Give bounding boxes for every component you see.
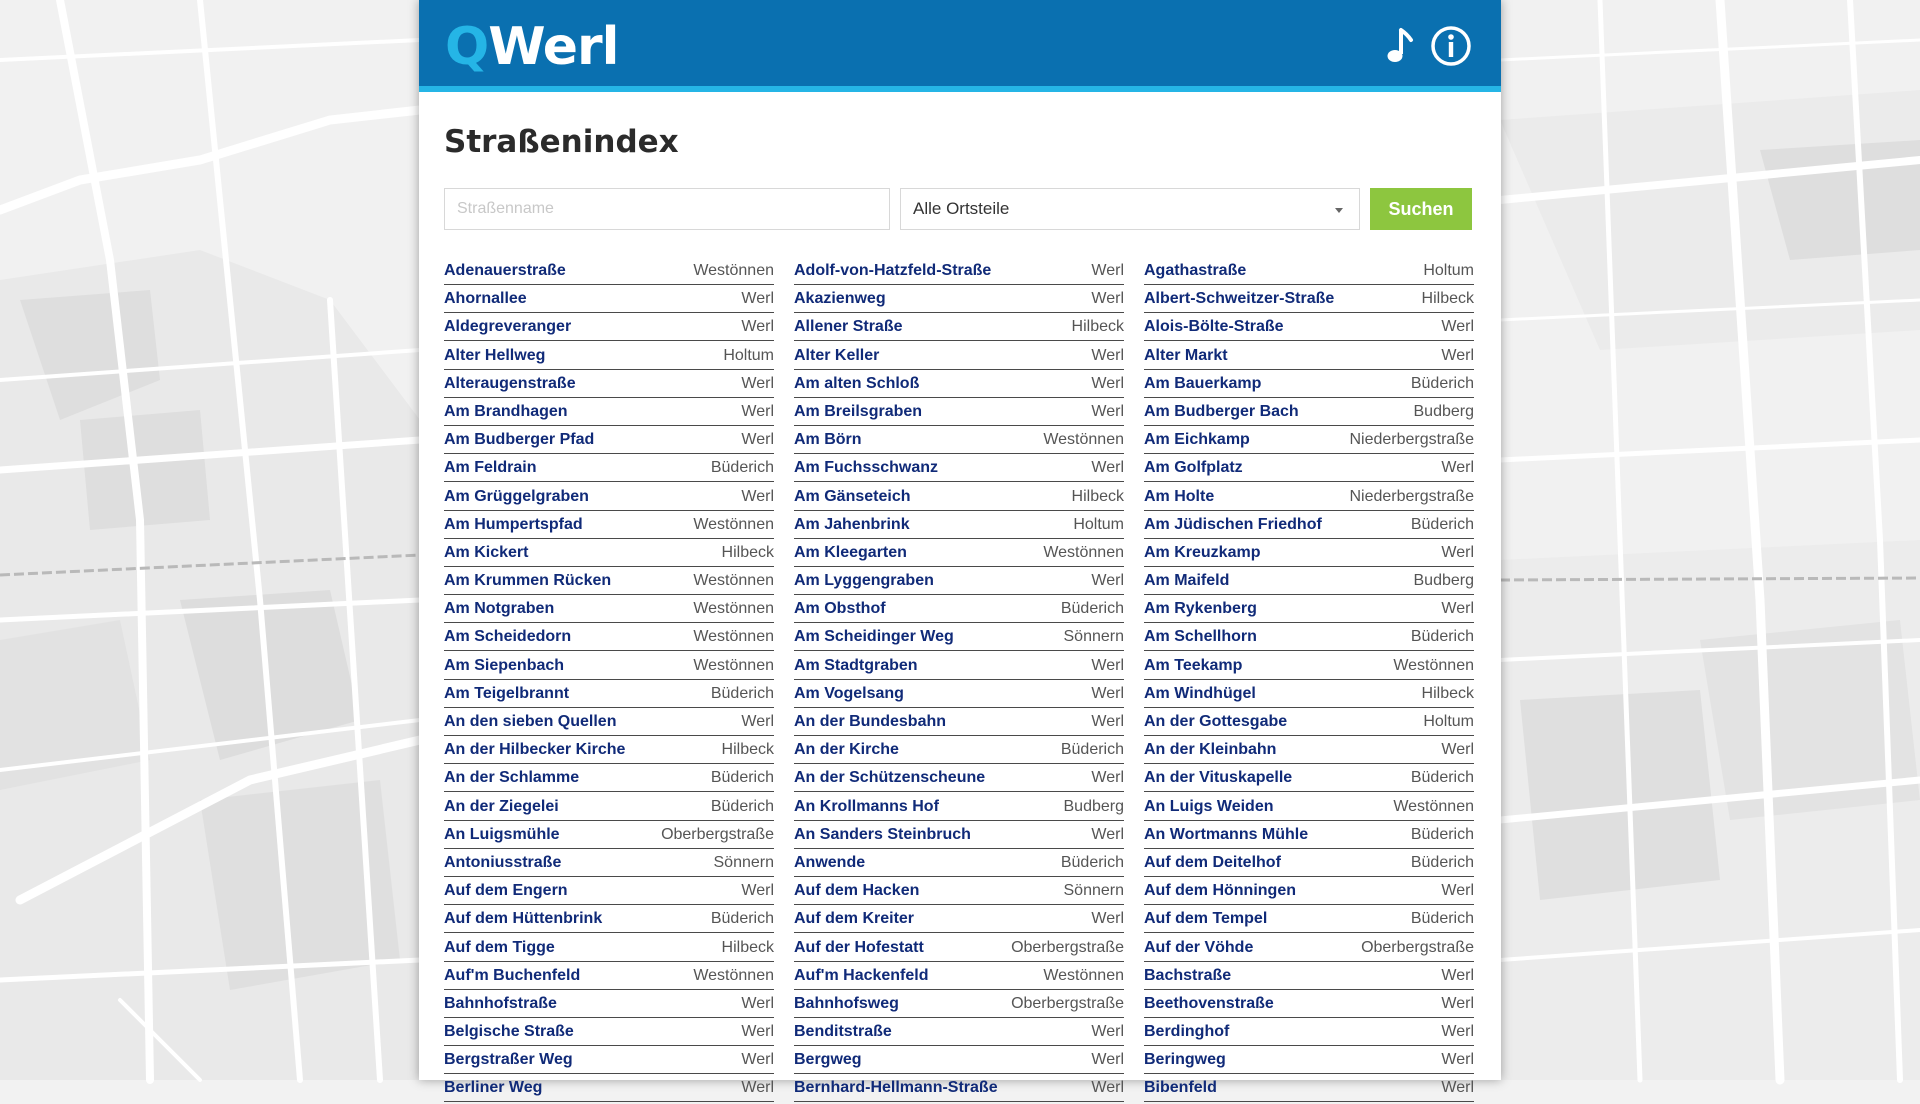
- street-link[interactable]: Auf der Vöhde: [1144, 938, 1254, 956]
- street-district: Westönnen: [1043, 543, 1124, 561]
- street-district: Westönnen: [693, 628, 774, 646]
- street-link[interactable]: Am Teigelbrannt: [444, 684, 570, 702]
- street-search-input[interactable]: [444, 188, 890, 230]
- street-link[interactable]: Alter Markt: [1144, 346, 1228, 364]
- street-row: [1144, 512, 1474, 539]
- street-row: [1144, 765, 1474, 792]
- street-link[interactable]: Am Budberger Pfad: [444, 431, 595, 449]
- street-row: [1144, 427, 1474, 454]
- street-district: Werl: [1091, 713, 1124, 730]
- street-district: Büderich: [1060, 741, 1124, 759]
- street-link[interactable]: Auf dem Deitelhof: [1144, 853, 1281, 871]
- street-district: Werl: [1091, 572, 1124, 590]
- street-district: Büderich: [1410, 910, 1474, 928]
- street-row: [444, 314, 774, 341]
- street-row: [444, 399, 774, 426]
- street-row: [444, 1075, 774, 1102]
- street-link[interactable]: Adolf-von-Hatzfeld-Straße: [794, 262, 992, 279]
- street-district: Werl: [1091, 769, 1124, 787]
- street-link[interactable]: Bahnhofstraße: [444, 994, 557, 1012]
- street-row: [794, 540, 1124, 567]
- street-row: [1144, 1019, 1474, 1046]
- street-link[interactable]: Bergweg: [794, 1051, 862, 1069]
- street-district: Niederbergstraße: [1349, 431, 1474, 449]
- street-row: [1144, 935, 1474, 962]
- street-row: [444, 794, 774, 821]
- street-row: [1144, 258, 1474, 285]
- street-district: Westönnen: [1393, 656, 1474, 674]
- street-district: Budberg: [1063, 797, 1124, 815]
- info-circle-icon[interactable]: [1429, 24, 1473, 68]
- street-district: Budberg: [1413, 402, 1474, 420]
- street-district: Büderich: [710, 684, 774, 702]
- street-district: Büderich: [1410, 825, 1474, 843]
- street-district: Büderich: [1410, 628, 1474, 646]
- street-link[interactable]: Albert-Schweitzer-Straße: [1144, 290, 1335, 308]
- street-row: [1144, 540, 1474, 567]
- street-row: [1144, 737, 1474, 764]
- street-link[interactable]: An der Hilbecker Kirche: [444, 741, 626, 759]
- street-district: Werl: [1441, 600, 1474, 618]
- street-row: [794, 314, 1124, 341]
- street-link[interactable]: Am Krummen Rücken: [444, 572, 612, 590]
- street-row: [794, 991, 1124, 1018]
- street-district: Büderich: [1410, 374, 1474, 392]
- street-link[interactable]: Am Fuchsschwanz: [794, 459, 939, 477]
- street-district: Werl: [741, 1051, 774, 1069]
- street-district: Werl: [741, 402, 774, 420]
- street-row: [794, 822, 1124, 849]
- street-link[interactable]: Am Humpertspfad: [444, 515, 583, 533]
- street-row: [1144, 878, 1474, 905]
- street-district: Werl: [1091, 402, 1124, 420]
- street-row: [1144, 568, 1474, 595]
- street-row: [444, 624, 774, 651]
- street-link[interactable]: Am Kleegarten: [794, 543, 907, 561]
- street-row: [1144, 596, 1474, 623]
- street-row: [444, 935, 774, 962]
- street-row: [444, 512, 774, 539]
- street-row: [444, 286, 774, 313]
- street-district: Büderich: [1410, 515, 1474, 533]
- street-link[interactable]: Berliner Weg: [444, 1079, 543, 1097]
- street-row: [1144, 681, 1474, 708]
- street-row: [794, 765, 1124, 792]
- street-link[interactable]: Beethovenstraße: [1144, 994, 1274, 1012]
- street-row: [444, 906, 774, 933]
- street-district: Hilbeck: [1071, 487, 1124, 505]
- street-row: [1144, 455, 1474, 482]
- street-link[interactable]: Am Grüggelgraben: [444, 487, 589, 505]
- street-row: [1144, 850, 1474, 877]
- street-link[interactable]: Am Kickert: [444, 543, 529, 561]
- street-link[interactable]: Am Budberger Bach: [1144, 402, 1299, 420]
- street-link[interactable]: Auf dem Kreiter: [794, 910, 915, 928]
- street-district: Holtum: [723, 346, 774, 364]
- street-link[interactable]: Beringweg: [1144, 1051, 1226, 1069]
- street-row: [1144, 624, 1474, 651]
- street-district: Büderich: [710, 769, 774, 787]
- street-link[interactable]: Am Gänseteich: [794, 487, 911, 505]
- street-district: Werl: [741, 487, 774, 505]
- street-district: Werl: [1441, 1051, 1474, 1069]
- header: [419, 0, 1501, 92]
- street-row: [1144, 399, 1474, 426]
- street-link[interactable]: An der Kirche: [794, 741, 899, 759]
- street-row: [794, 1075, 1124, 1102]
- street-district: Werl: [1441, 1023, 1474, 1041]
- street-list: [444, 258, 1476, 1104]
- street-district: Werl: [741, 882, 774, 900]
- street-row: [444, 850, 774, 877]
- street-district: Werl: [1091, 459, 1124, 477]
- street-link[interactable]: Akazienweg: [794, 290, 886, 308]
- street-district: Büderich: [710, 910, 774, 928]
- street-district: Hilbeck: [721, 938, 774, 956]
- street-district: Sönnern: [1063, 882, 1124, 900]
- logo[interactable]: [445, 15, 618, 79]
- street-district: Werl: [1441, 318, 1474, 336]
- street-row: [1144, 822, 1474, 849]
- street-row: [794, 794, 1124, 821]
- street-row: [794, 681, 1124, 708]
- street-link[interactable]: An der Vituskapelle: [1144, 769, 1293, 787]
- street-district: Werl: [741, 1079, 774, 1097]
- street-district: Westönnen: [693, 656, 774, 674]
- logo-text: Werl: [488, 17, 619, 77]
- street-link[interactable]: Adenauerstraße: [444, 262, 566, 279]
- street-row: [794, 624, 1124, 651]
- street-link[interactable]: Antoniusstraße: [444, 853, 562, 871]
- street-row: [444, 653, 774, 680]
- street-link[interactable]: Am Feldrain: [444, 459, 537, 477]
- street-row: [1144, 371, 1474, 398]
- street-row: [794, 371, 1124, 398]
- street-row: [444, 1047, 774, 1074]
- music-note-icon[interactable]: [1377, 24, 1421, 68]
- street-district: Westönnen: [693, 515, 774, 533]
- street-link[interactable]: Am Notgraben: [444, 600, 555, 618]
- street-row: [444, 737, 774, 764]
- street-row: [444, 681, 774, 708]
- street-district: Werl: [1441, 882, 1474, 900]
- street-link[interactable]: Am alten Schloß: [794, 374, 920, 392]
- street-district: Büderich: [1060, 853, 1124, 871]
- street-district: Oberbergstraße: [1011, 938, 1124, 956]
- street-link[interactable]: Am Obsthof: [794, 600, 886, 618]
- street-district: Hilbeck: [721, 543, 774, 561]
- street-link[interactable]: Am Maifeld: [1144, 572, 1230, 590]
- street-row: [794, 1047, 1124, 1074]
- content: [419, 122, 1501, 1104]
- street-district: Werl: [741, 374, 774, 392]
- street-link[interactable]: Am Holte: [1144, 487, 1215, 505]
- street-district: Werl: [1441, 966, 1474, 984]
- street-row: [794, 653, 1124, 680]
- street-row: [794, 878, 1124, 905]
- street-district: Büderich: [1060, 600, 1124, 618]
- street-link[interactable]: An Sanders Steinbruch: [794, 825, 971, 843]
- street-row: [444, 343, 774, 370]
- street-link[interactable]: An Wortmanns Mühle: [1144, 825, 1309, 843]
- street-district: Werl: [1091, 290, 1124, 308]
- street-link[interactable]: An der Ziegelei: [444, 797, 559, 815]
- street-district: Werl: [1441, 543, 1474, 561]
- street-row: [794, 850, 1124, 877]
- street-district: Hilbeck: [1421, 684, 1474, 702]
- street-district: Westönnen: [1393, 797, 1474, 815]
- street-link[interactable]: Am Jüdischen Friedhof: [1144, 515, 1322, 533]
- street-row: [444, 1019, 774, 1046]
- street-district: Werl: [1441, 741, 1474, 759]
- street-district: Werl: [1091, 1079, 1124, 1097]
- street-row: [444, 484, 774, 511]
- street-row: [794, 258, 1124, 285]
- street-link[interactable]: Alois-Bölte-Straße: [1144, 318, 1284, 336]
- street-row: [794, 512, 1124, 539]
- street-row: [1144, 709, 1474, 736]
- street-district: Werl: [741, 318, 774, 336]
- street-row: [794, 455, 1124, 482]
- street-link[interactable]: Agathastraße: [1144, 262, 1247, 279]
- street-row: [794, 906, 1124, 933]
- street-district: Westönnen: [693, 600, 774, 618]
- street-link[interactable]: Auf'm Hackenfeld: [794, 966, 929, 984]
- street-link[interactable]: Auf dem Hacken: [794, 882, 920, 900]
- street-link[interactable]: Belgische Straße: [444, 1023, 574, 1041]
- street-row: [794, 399, 1124, 426]
- street-row: [444, 427, 774, 454]
- street-link[interactable]: Am Eichkamp: [1144, 431, 1250, 449]
- street-district: Werl: [1091, 1051, 1124, 1069]
- street-district: Hilbeck: [1071, 318, 1124, 336]
- street-link[interactable]: Bachstraße: [1144, 966, 1232, 984]
- street-link[interactable]: Auf dem Engern: [444, 882, 568, 900]
- street-link[interactable]: Am Lyggengraben: [794, 572, 934, 590]
- street-district: Werl: [1091, 1023, 1124, 1041]
- street-link[interactable]: Am Windhügel: [1144, 684, 1256, 702]
- street-link[interactable]: Bibenfeld: [1144, 1079, 1217, 1097]
- street-district: Oberbergstraße: [1011, 994, 1124, 1012]
- street-link[interactable]: An Luigsmühle: [444, 825, 560, 843]
- street-district: Holtum: [1423, 713, 1474, 730]
- street-row: [794, 484, 1124, 511]
- search-button[interactable]: Suchen: [1370, 188, 1472, 230]
- street-district: Oberbergstraße: [661, 825, 774, 843]
- street-district: Hilbeck: [721, 741, 774, 759]
- street-link[interactable]: Auf dem Hüttenbrink: [444, 910, 603, 928]
- street-district: Holtum: [1073, 515, 1124, 533]
- street-row: [444, 878, 774, 905]
- street-link[interactable]: Bahnhofsweg: [794, 994, 899, 1012]
- street-row: [794, 709, 1124, 736]
- street-link[interactable]: Am Schellhorn: [1144, 628, 1257, 646]
- street-link[interactable]: Auf dem Tempel: [1144, 910, 1268, 928]
- street-link[interactable]: Am Golfplatz: [1144, 459, 1243, 477]
- street-link[interactable]: Ahornallee: [444, 290, 527, 308]
- street-district: Niederbergstraße: [1349, 487, 1474, 505]
- street-link[interactable]: Auf dem Hönningen: [1144, 882, 1296, 900]
- search-row: [444, 188, 1476, 232]
- street-link[interactable]: Am Teekamp: [1144, 656, 1243, 674]
- street-row: [1144, 1075, 1474, 1102]
- street-district: Werl: [1441, 994, 1474, 1012]
- street-district: Werl: [741, 713, 774, 730]
- street-district: Werl: [1441, 1079, 1474, 1097]
- street-district: Werl: [741, 994, 774, 1012]
- street-district: Büderich: [1410, 853, 1474, 871]
- street-link[interactable]: Alter Hellweg: [444, 346, 546, 364]
- street-link[interactable]: Am Siepenbach: [444, 656, 565, 674]
- street-district: Werl: [741, 290, 774, 308]
- street-district: Hilbeck: [1421, 290, 1474, 308]
- street-link[interactable]: An der Schützenscheune: [794, 769, 986, 787]
- street-link[interactable]: Allener Straße: [794, 318, 903, 336]
- street-row: [794, 935, 1124, 962]
- street-link[interactable]: Alter Keller: [794, 346, 880, 364]
- street-row: [794, 568, 1124, 595]
- page-title: Straßenindex: [444, 124, 679, 160]
- street-row: [1144, 343, 1474, 370]
- street-row: [444, 709, 774, 736]
- street-district: Sönnern: [1063, 628, 1124, 646]
- street-link[interactable]: An Luigs Weiden: [1144, 797, 1274, 815]
- street-row: [1144, 286, 1474, 313]
- street-row: [1144, 653, 1474, 680]
- street-link[interactable]: Auf'm Buchenfeld: [444, 966, 581, 984]
- street-district: Westönnen: [693, 966, 774, 984]
- street-row: [444, 371, 774, 398]
- street-link[interactable]: Anwende: [794, 853, 866, 871]
- street-row: [444, 963, 774, 990]
- street-district: Westönnen: [1043, 431, 1124, 449]
- street-district: Oberbergstraße: [1361, 938, 1474, 956]
- street-row: [794, 427, 1124, 454]
- street-district: Werl: [1441, 346, 1474, 364]
- street-district: Werl: [741, 1023, 774, 1041]
- street-link[interactable]: Am Scheidinger Weg: [794, 628, 954, 646]
- street-district: Werl: [1091, 262, 1124, 279]
- street-row: [1144, 314, 1474, 341]
- street-district: Büderich: [710, 459, 774, 477]
- street-district: Werl: [1091, 684, 1124, 702]
- street-link[interactable]: Am Börn: [794, 431, 862, 449]
- street-link[interactable]: Bernhard-Hellmann-Straße: [794, 1079, 998, 1097]
- street-row: [444, 455, 774, 482]
- street-link[interactable]: Am Scheidedorn: [444, 628, 572, 646]
- street-row: [444, 568, 774, 595]
- street-link[interactable]: An den sieben Quellen: [444, 713, 617, 730]
- street-link[interactable]: An der Kleinbahn: [1144, 741, 1277, 759]
- street-district: Westönnen: [693, 572, 774, 590]
- street-district: Werl: [1091, 825, 1124, 843]
- street-link[interactable]: Am Vogelsang: [794, 684, 904, 702]
- street-link[interactable]: Am Stadtgraben: [794, 656, 918, 674]
- street-row: [444, 765, 774, 792]
- street-row: [794, 286, 1124, 313]
- street-district: Werl: [1091, 346, 1124, 364]
- street-link[interactable]: Am Rykenberg: [1144, 600, 1257, 618]
- street-district: Werl: [1441, 459, 1474, 477]
- street-link[interactable]: Bergstraßer Weg: [444, 1051, 573, 1069]
- street-district: Westönnen: [693, 262, 774, 279]
- street-row: [444, 596, 774, 623]
- street-district: Werl: [741, 431, 774, 449]
- district-select-value: Alle Ortsteile: [913, 199, 1010, 218]
- logo-q: Q: [445, 17, 489, 77]
- street-row: [1144, 906, 1474, 933]
- street-row: [1144, 1047, 1474, 1074]
- street-district: Budberg: [1413, 572, 1474, 590]
- street-district: Büderich: [710, 797, 774, 815]
- street-row: [1144, 991, 1474, 1018]
- street-link[interactable]: Berdinghof: [1144, 1023, 1230, 1041]
- street-row: [794, 596, 1124, 623]
- street-index-panel: [419, 0, 1501, 1097]
- street-row: [794, 963, 1124, 990]
- street-link[interactable]: Am Kreuzkamp: [1144, 543, 1261, 561]
- street-district: Westönnen: [1043, 966, 1124, 984]
- street-row: [1144, 794, 1474, 821]
- street-district: Werl: [1091, 910, 1124, 928]
- street-district: Werl: [1091, 374, 1124, 392]
- street-link[interactable]: An der Bundesbahn: [794, 713, 947, 730]
- street-district: Sönnern: [713, 853, 774, 871]
- street-link[interactable]: Auf dem Tigge: [444, 938, 555, 956]
- street-link[interactable]: Alteraugenstraße: [444, 374, 576, 392]
- street-link[interactable]: An Krollmanns Hof: [794, 797, 939, 815]
- street-link[interactable]: Aldegreveranger: [444, 318, 572, 336]
- street-row: [444, 258, 774, 285]
- street-row: [444, 822, 774, 849]
- street-link[interactable]: An der Gottesgabe: [1144, 713, 1288, 730]
- street-row: [794, 1019, 1124, 1046]
- street-district: Werl: [1091, 656, 1124, 674]
- street-row: [1144, 484, 1474, 511]
- street-link[interactable]: Am Jahenbrink: [794, 515, 910, 533]
- street-row: [794, 737, 1124, 764]
- street-row: [444, 540, 774, 567]
- chevron-down-icon: [1335, 208, 1343, 213]
- street-district: Büderich: [1410, 769, 1474, 787]
- street-link[interactable]: An der Schlamme: [444, 769, 580, 787]
- street-link[interactable]: Benditstraße: [794, 1023, 892, 1041]
- street-link[interactable]: Am Breilsgraben: [794, 402, 923, 420]
- street-link[interactable]: Auf der Hofestatt: [794, 938, 924, 956]
- street-link[interactable]: Am Brandhagen: [444, 402, 568, 420]
- street-row: [794, 343, 1124, 370]
- street-link[interactable]: Am Bauerkamp: [1144, 374, 1262, 392]
- street-row: [444, 991, 774, 1018]
- street-row: [1144, 963, 1474, 990]
- street-district: Holtum: [1423, 262, 1474, 279]
- district-select[interactable]: [900, 188, 1360, 230]
